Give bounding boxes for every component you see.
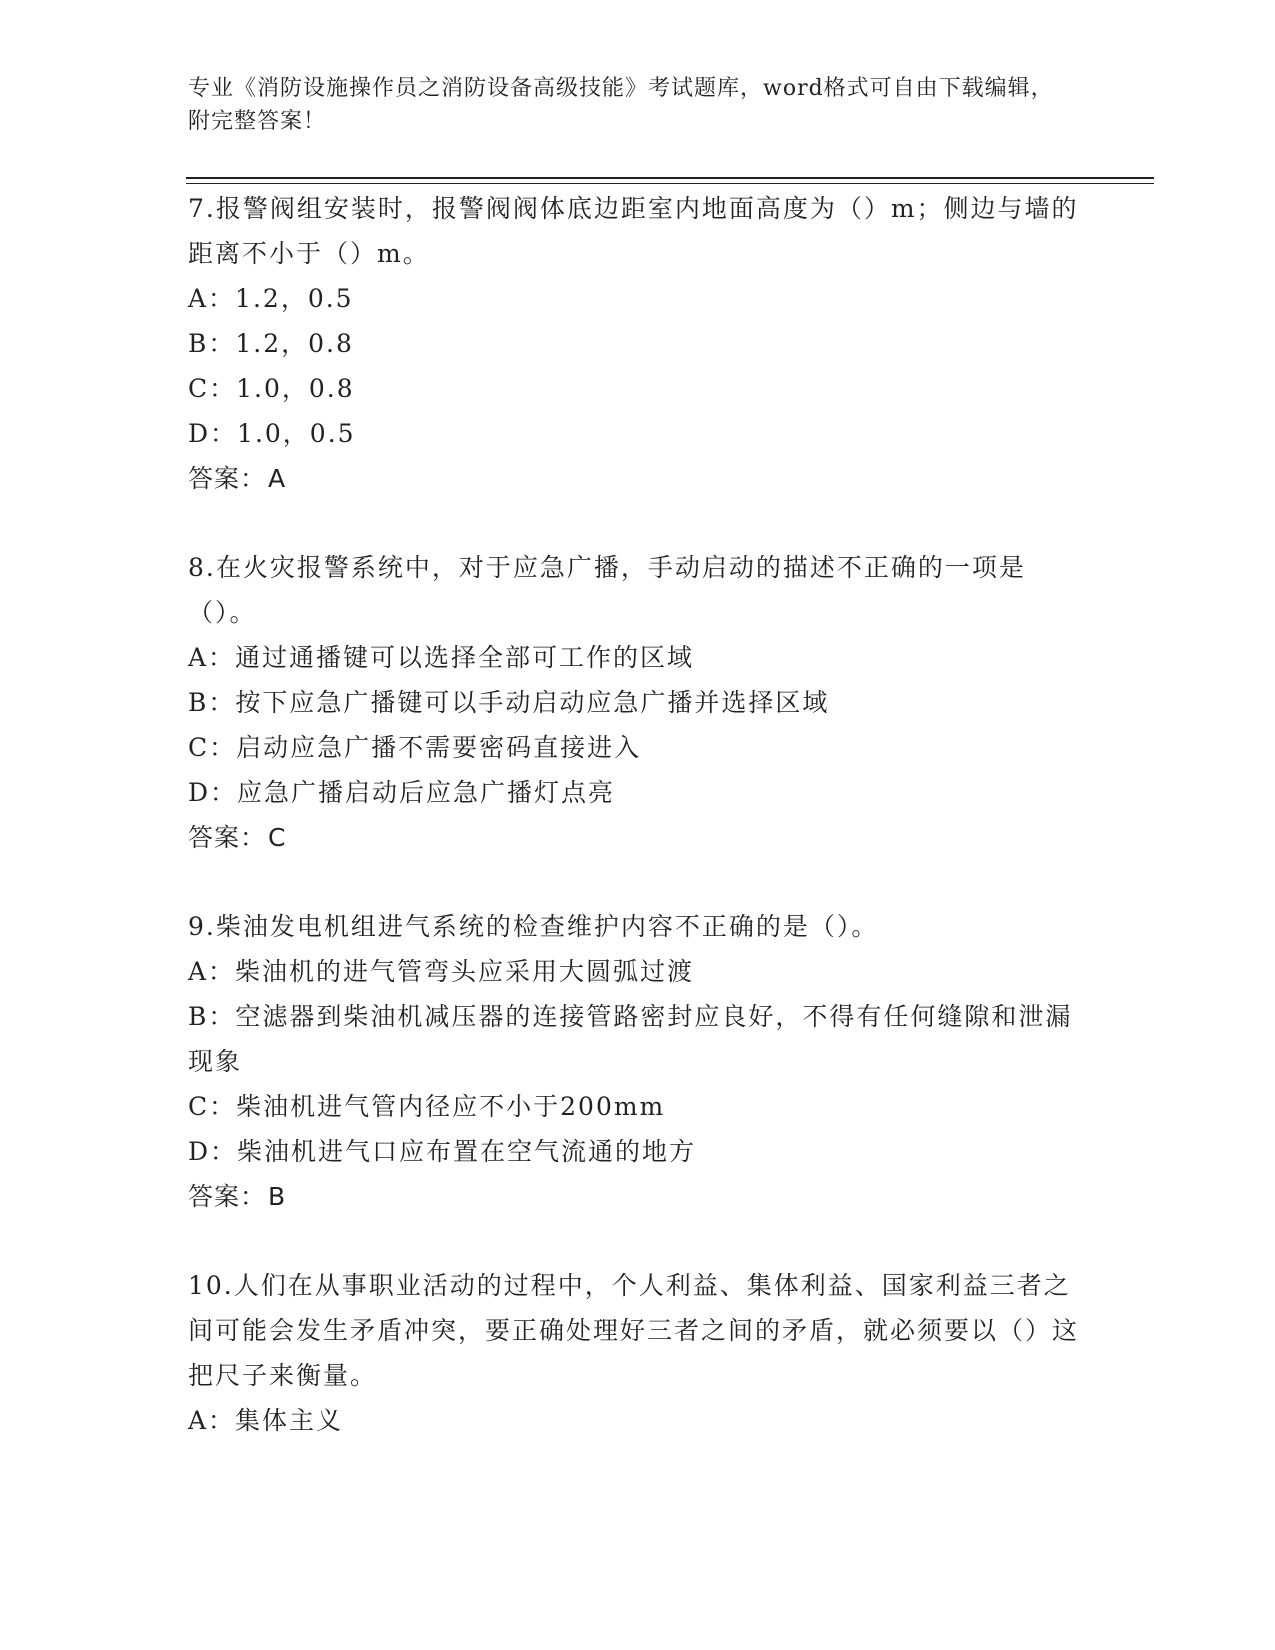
option-c: C：启动应急广播不需要密码直接进入 [188,733,642,762]
document-header: 专业《消防设施操作员之消防设备高级技能》考试题库，word格式可自由下载编辑，附完整答案！ [188,76,1054,134]
option-d: D：应急广播启动后应急广播灯点亮 [188,778,616,807]
answer-value: A [268,464,287,493]
option-c: C：1.0，0.8 [188,374,355,403]
answer-line [188,456,1088,501]
answer-label: 答案： [188,1182,267,1211]
option-d: D：1.0，0.5 [188,419,356,448]
option-a: A：集体主义 [188,1406,344,1435]
question-8 [188,545,1088,860]
answer-label: 答案： [188,823,267,852]
question-stem: 9.柴油发电机组进气系统的检查维护内容不正确的是（）。 [188,912,879,941]
answer-line [188,1174,1088,1219]
question-stem: 7.报警阀组安装时，报警阀阀体底边距室内地面高度为（）m；侧边与墙的距离不小于（）m。 [188,194,1079,268]
answer-value: C [268,823,287,852]
option-b: B：按下应急广播键可以手动启动应急广播并选择区域 [188,688,830,717]
answer-label: 答案： [188,464,267,493]
option-a: A：柴油机的进气管弯头应采用大圆弧过渡 [188,957,695,986]
question-7 [188,186,1088,501]
header-divider-thin [186,183,1154,184]
question-stem: 10.人们在从事职业活动的过程中，个人利益、集体利益、国家利益三者之间可能会发生矛盾冲突，要正确处理好三者之间的矛盾，就必须要以（）这把尺子来衡量。 [188,1271,1080,1390]
answer-value: B [268,1182,287,1211]
question-list [188,186,1088,1487]
option-d: D：柴油机进气口应布置在空气流通的地方 [188,1137,697,1166]
option-a: A：通过通播键可以选择全部可工作的区域 [188,643,695,672]
question-stem: 8.在火灾报警系统中，对于应急广播，手动启动的描述不正确的一项是（）。 [188,553,1026,627]
option-a: A：1.2，0.5 [188,284,354,313]
option-c: C：柴油机进气管内径应不小于200mm [188,1092,666,1121]
option-b: B：1.2，0.8 [188,329,354,358]
answer-line [188,815,1088,860]
option-b: B：空滤器到柴油机减压器的连接管路密封应良好，不得有任何缝隙和泄漏现象 [188,1002,1073,1076]
question-10 [188,1263,1088,1443]
question-9 [188,904,1088,1219]
header-divider-thick [186,177,1154,179]
